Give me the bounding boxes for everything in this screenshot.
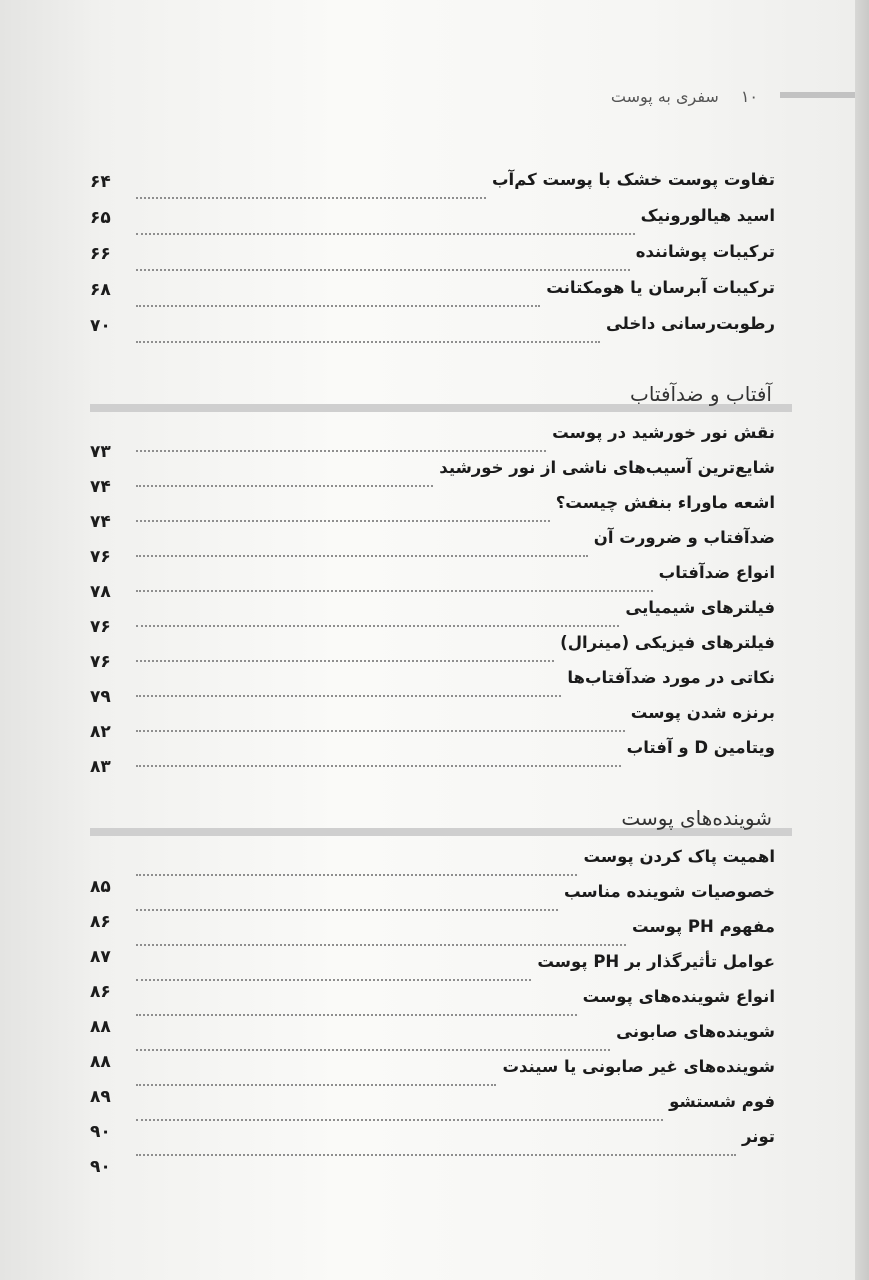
dot-leader: [136, 1049, 610, 1051]
dot-leader: [136, 520, 550, 522]
section-heading: آفتاب و ضدآفتاب: [629, 382, 772, 406]
toc-entry: [136, 952, 775, 988]
dot-leader: [136, 1154, 736, 1156]
dot-leader: [136, 695, 561, 697]
toc-entry-title: اشعه ماوراء بنفش چیست؟: [555, 493, 775, 512]
toc-entry: [136, 170, 775, 206]
dot-leader: [136, 625, 619, 627]
toc-entry-title: فوم شستشو: [669, 1092, 775, 1111]
toc-entry: [136, 563, 775, 599]
toc-entry: [136, 206, 775, 242]
dot-leader: [136, 730, 625, 732]
toc-entry: [136, 987, 775, 1023]
toc-entry-page-number: ۸۶: [90, 982, 111, 1002]
toc-entry-title: اهمیت پاک کردن پوست: [583, 847, 775, 866]
toc-entry: [136, 917, 775, 953]
toc-entry: [136, 668, 775, 704]
toc-entry-title: خصوصیات شوینده مناسب: [563, 882, 775, 901]
dot-leader: [136, 1119, 663, 1121]
dot-leader: [136, 660, 554, 662]
toc-entry: [136, 493, 775, 529]
toc-entry-title: عوامل تأثیرگذار بر PH پوست: [537, 952, 775, 971]
toc-entry-page-number: ۷۶: [90, 547, 111, 567]
toc-entry-page-number: ۷۶: [90, 617, 111, 637]
toc-entry-page-number: ۸۵: [90, 877, 111, 897]
header-book-title: سفری به پوست: [610, 86, 719, 106]
toc-entry-title: نکاتی در مورد ضدآفتاب‌ها: [567, 668, 775, 687]
toc-entry: [136, 633, 775, 669]
toc-entry-page-number: ۷۸: [90, 582, 111, 602]
toc-entry-title: ترکیبات آبرسان یا هومکتانت: [546, 278, 775, 297]
toc-entry-page-number: ۸۷: [90, 947, 111, 967]
section-heading: شوینده‌های پوست: [621, 806, 772, 830]
header-page-number: ۱۰: [740, 86, 758, 106]
toc-entry-page-number: ۹۰: [90, 1157, 111, 1177]
dot-leader: [136, 909, 558, 911]
toc-entry-page-number: ۶۴: [90, 172, 111, 192]
toc-entry-title: شوینده‌های صابونی: [616, 1022, 775, 1041]
dot-leader: [136, 450, 546, 452]
dot-leader: [136, 197, 486, 199]
page-edge: [855, 0, 869, 1280]
toc-entry-page-number: ۸۶: [90, 912, 111, 932]
toc-entry: [136, 1127, 775, 1163]
toc-entry-title: انواع ضدآفتاب: [658, 563, 775, 582]
toc-entry-page-number: ۸۸: [90, 1017, 111, 1037]
toc-entry: [136, 1022, 775, 1058]
dot-leader: [136, 233, 635, 235]
toc-entry: [136, 458, 775, 494]
toc-entry-title: ضدآفتاب و ضرورت آن: [593, 528, 775, 547]
toc-entry-page-number: ۷۰: [90, 316, 111, 336]
dot-leader: [136, 944, 626, 946]
toc-entry: [136, 882, 775, 918]
dot-leader: [136, 765, 621, 767]
toc-entry: [136, 528, 775, 564]
toc-entry-title: فیلترهای شیمیایی: [625, 598, 775, 617]
toc-entry-page-number: ۶۶: [90, 244, 111, 264]
toc-entry-title: مفهوم PH پوست: [631, 917, 775, 936]
toc-entry: [136, 278, 775, 314]
toc-entry-title: انواع شوینده‌های پوست: [582, 987, 775, 1006]
toc-entry-page-number: ۸۳: [90, 757, 111, 777]
dot-leader: [136, 555, 588, 557]
toc-entry-page-number: ۶۸: [90, 280, 111, 300]
toc-entry: [136, 738, 775, 774]
dot-leader: [136, 485, 433, 487]
dot-leader: [136, 305, 540, 307]
toc-entry-page-number: ۸۹: [90, 1087, 111, 1107]
dot-leader: [136, 874, 577, 876]
toc-entry-title: نقش نور خورشید در پوست: [552, 423, 775, 442]
toc-entry: [136, 598, 775, 634]
toc-entry-title: اسید هیالورونیک: [640, 206, 775, 225]
toc-entry-title: شایع‌ترین آسیب‌های ناشی از نور خورشید: [439, 458, 775, 477]
toc-entry-title: تفاوت پوست خشک با پوست کم‌آب: [491, 170, 775, 189]
dot-leader: [136, 590, 653, 592]
toc-entry: [136, 703, 775, 739]
toc-entry: [136, 423, 775, 459]
toc-entry-title: رطوبت‌رسانی داخلی: [605, 314, 775, 333]
toc-entry-title: ویتامین D و آفتاب: [626, 738, 775, 757]
toc-entry-page-number: ۷۶: [90, 652, 111, 672]
toc-entry-title: فیلترهای فیزیکی (مینرال): [560, 633, 775, 652]
toc-entry-page-number: ۹۰: [90, 1122, 111, 1142]
toc-entry-page-number: ۷۹: [90, 687, 111, 707]
dot-leader: [136, 1014, 577, 1016]
dot-leader: [136, 1084, 496, 1086]
toc-entry: [136, 1092, 775, 1128]
toc-entry-title: شوینده‌های غیر صابونی یا سیندت: [502, 1057, 775, 1076]
toc-entry: [136, 1057, 775, 1093]
dot-leader: [136, 341, 600, 343]
toc-entry-page-number: ۷۴: [90, 477, 111, 497]
dot-leader: [136, 979, 531, 981]
toc-entry-title: ترکیبات پوشاننده: [635, 242, 775, 261]
toc-entry-page-number: ۶۵: [90, 208, 111, 228]
toc-entry-page-number: ۸۲: [90, 722, 111, 742]
toc-entry-page-number: ۷۴: [90, 512, 111, 532]
toc-entry-page-number: ۸۸: [90, 1052, 111, 1072]
toc-entry-page-number: ۷۳: [90, 442, 111, 462]
dot-leader: [136, 269, 630, 271]
toc-entry-title: برنزه شدن پوست: [630, 703, 775, 722]
toc-entry-title: تونر: [742, 1127, 775, 1146]
toc-entry: [136, 847, 775, 883]
toc-entry: [136, 242, 775, 278]
toc-entry: [136, 314, 775, 350]
